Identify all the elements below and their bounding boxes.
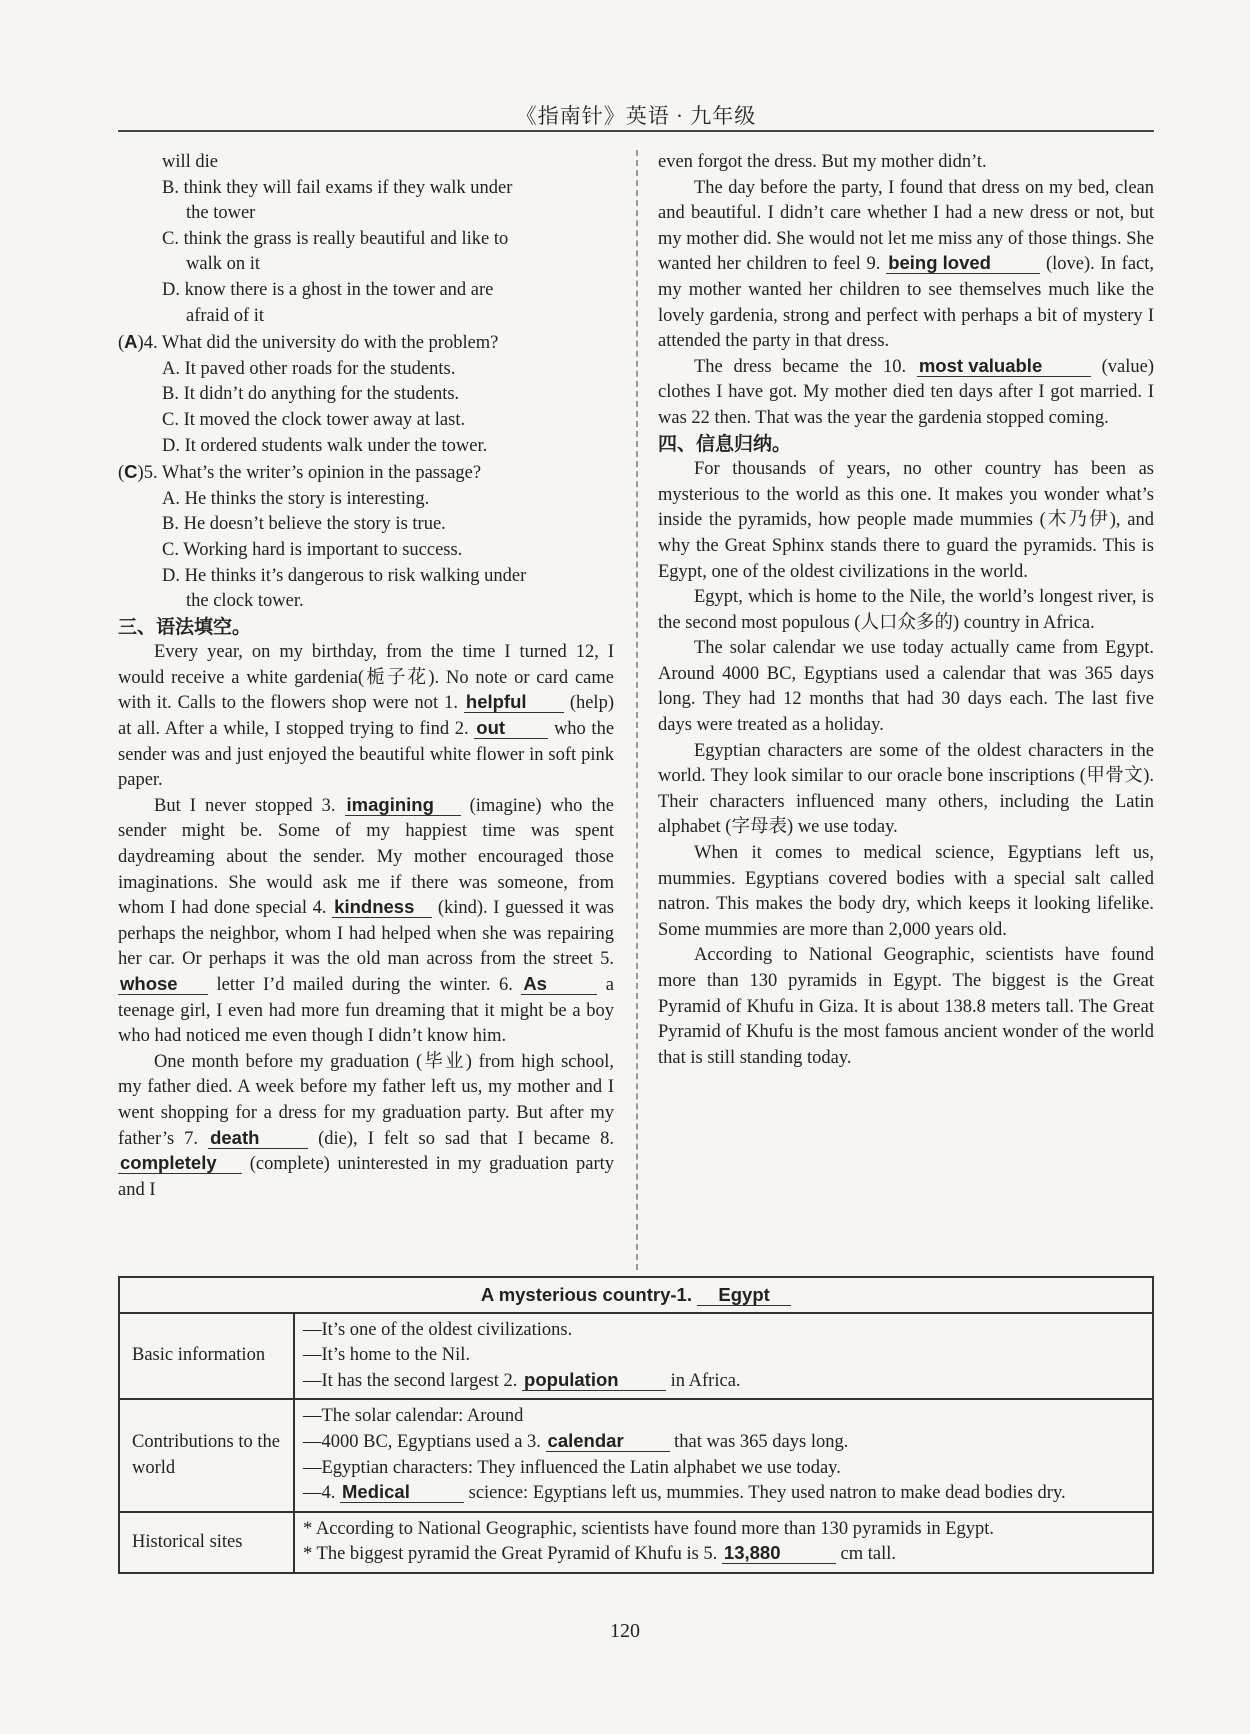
p4-text-b: (love). In fact, my mother wanted her children to see themselves much like the lovely gardenia, strong and perfect with perhaps a bit of mystery I attended the party in that dress. <box>658 254 1155 352</box>
answer-1: helpful <box>464 692 564 713</box>
q3-option-c-line1: C. think the grass is really beautiful and like to <box>162 228 509 249</box>
q4-option-c: C. It moved the clock tower away at last. <box>162 409 466 430</box>
contrib-line-3: —Egyptian characters: They influenced the Latin alphabet we use today. <box>303 1457 841 1478</box>
answer-8: completely <box>118 1153 242 1174</box>
header-rule <box>118 130 1154 132</box>
passage-paragraph-5 <box>658 355 1154 432</box>
q4-text: )4. What did the university do with the problem? <box>137 333 499 354</box>
q3-option-d-line2: afraid of it <box>186 305 265 326</box>
column-divider <box>636 150 638 1270</box>
table-answer-5: 13,880 <box>722 1543 836 1564</box>
page-number: 120 <box>610 1620 640 1642</box>
egypt-paragraph-4: Egyptian characters are some of the oldest characters in the world. They look similar to our oracle bone inscriptions (甲骨文). Their characters influenced many others, including the Latin alphabet (字母表) we use today. <box>658 740 1154 838</box>
q4-answer: A <box>124 331 138 353</box>
page-header: 《指南针》英语 · 九年级 <box>515 104 757 128</box>
q5-option-c: C. Working hard is important to success. <box>162 539 463 560</box>
p5-text-b: (value) clothes I have got. My mother died ten days after I got married. I was 22 then. That was the year the gardenia stopped coming. <box>658 356 1155 428</box>
p1-text-a: Every year, on my birthday, from the time I turned 12, I would receive a white gardenia(栀子花). No note or card came with it. Calls to the flowers shop were not 1. <box>118 642 614 714</box>
answer-6: As <box>521 974 597 995</box>
p2-text-b: (imagine) who the sender might be. Some of my happiest time was spent daydreaming about the sender. My mother encouraged those imaginations. She would ask me if there was someone, from whom I had done special 4. <box>118 795 615 919</box>
table-row <box>119 1399 1153 1511</box>
row-content-basic <box>294 1313 1153 1400</box>
row-content-historical <box>294 1512 1153 1573</box>
basic-line-3 <box>303 1369 1144 1395</box>
q5-option-b: B. He doesn’t believe the story is true. <box>162 514 446 535</box>
q3-option-c-line2: walk on it <box>186 254 260 275</box>
p3-text-c: (complete) uninterested in my graduation party and I <box>118 1154 614 1200</box>
table-answer-1: Egypt <box>697 1285 791 1306</box>
contrib-line-1: —The solar calendar: Around <box>303 1406 524 1427</box>
q5-paren: ( <box>118 463 125 484</box>
contrib-line-4 <box>303 1481 1144 1507</box>
q5-option-d <box>118 564 614 615</box>
table-title-row <box>119 1277 1153 1313</box>
answer-10: most valuable <box>917 356 1091 377</box>
historical-line-1: * According to National Geographic, scientists have found more than 130 pyramids in Egypt. <box>303 1518 995 1539</box>
section-3-heading: 三、语法填空。 <box>118 615 252 638</box>
contrib-line-2-b: that was 365 days long. <box>674 1431 849 1452</box>
p5-text-a: The dress became the 10. <box>694 356 907 377</box>
historical-line-2-a: * The biggest pyramid the Great Pyramid of Khufu is 5. <box>303 1544 718 1565</box>
q4-paren: ( <box>118 333 125 354</box>
answer-4: kindness <box>332 897 432 918</box>
p2-text-e: a teenage girl, I even had more fun dreaming that it might be a boy who had noticed me even though I didn’t know him. <box>118 975 614 1047</box>
egypt-paragraph-1: For thousands of years, no other country has been as mysterious to the world as this one. It makes you wonder what’s inside the pyramids, how people made mummies (木乃伊), and why the Great Sphinx stands there to guard the pyramids. This is Egypt, one of the oldest civilizations in the world. <box>658 459 1154 582</box>
contrib-line-4-b: science: Egyptians left us, mummies. They used natron to make dead bodies dry. <box>468 1483 1066 1504</box>
basic-line-1: —It’s one of the oldest civilizations. <box>303 1319 573 1340</box>
q3-option-b <box>118 176 614 227</box>
row-content-contributions <box>294 1399 1153 1511</box>
q5-answer: C <box>124 461 138 483</box>
table-row <box>119 1512 1153 1573</box>
historical-line-2-b: cm tall. <box>840 1544 897 1565</box>
p4-text-a: The day before the party, I found that dress on my bed, clean and beautiful. I didn’t care whether I had a new dress or not, but my mother did. She would not let me miss any of those things. She wanted her children to feel 9. <box>658 177 1154 275</box>
p3-text-a: One month before my graduation (毕业) from high school, my father died. A week before my father left us, my mother and I went shopping for a dress for my graduation party. But after my father’s 7. <box>118 1051 614 1149</box>
p2-text-c: (kind). I guessed it was perhaps the neighbor, whom I had helped when she was repairing her car. Or perhaps it was the old man across from the street 5. <box>118 898 614 970</box>
p1-text-b: (help) at all. After a while, I stopped trying to find 2. <box>118 693 614 740</box>
table-answer-2: population <box>522 1370 666 1391</box>
answer-9: being loved <box>886 253 1040 274</box>
q3-option-cont: will die <box>162 152 219 172</box>
q5-stem <box>118 459 614 487</box>
row-label-contributions: Contributions to the world <box>119 1399 294 1511</box>
table-answer-4: Medical <box>340 1482 464 1503</box>
q3-option-b-line1: B. think they will fail exams if they walk under <box>162 177 513 198</box>
p1-text-c: who the sender was and just enjoyed the beautiful white flower in soft pink paper. <box>118 719 615 791</box>
egypt-paragraph-2: Egypt, which is home to the Nile, the world’s longest river, is the second most populous (人口众多的) country in Africa. <box>658 587 1154 633</box>
basic-line-3-a: —It has the second largest 2. <box>303 1370 518 1391</box>
passage-paragraph-2 <box>118 794 614 1050</box>
q3-option-b-line2: the tower <box>186 203 256 224</box>
q5-option-d-line1: D. He thinks it’s dangerous to risk walking under <box>162 565 527 586</box>
p2-text-d: letter I’d mailed during the winter. 6. <box>216 975 513 995</box>
egypt-paragraph-6: According to National Geographic, scientists have found more than 130 pyramids in Egypt. The biggest is the Great Pyramid of Khufu in Giza. It is about 138.8 meters tall. The Great Pyramid of Khufu is the most famous ancient wonder of the world that is still standing today. <box>658 945 1154 1068</box>
answer-3: imagining <box>345 795 461 816</box>
passage-continuation: even forgot the dress. But my mother didn’t. <box>658 152 987 172</box>
p2-text-a: But I never stopped 3. <box>154 795 336 816</box>
egypt-paragraph-5: When it comes to medical science, Egyptians left us, mummies. Egyptians covered bodies with a special salt called natron. This makes the body dry, which keeps it looking lifelike. Some mummies are more than 2,000 years old. <box>658 843 1154 940</box>
q3-option-c <box>118 227 614 278</box>
q4-option-a: A. It paved other roads for the students. <box>162 358 456 379</box>
q4-option-d: D. It ordered students walk under the tower. <box>162 435 488 456</box>
q5-text: )5. What’s the writer’s opinion in the passage? <box>137 463 482 484</box>
q5-option-d-line2: the clock tower. <box>186 591 304 612</box>
q5-option-a: A. He thinks the story is interesting. <box>162 488 430 509</box>
passage-paragraph-4 <box>658 176 1154 355</box>
table-answer-3: calendar <box>546 1431 670 1452</box>
answer-5: whose <box>118 974 208 995</box>
contrib-line-2-a: —4000 BC, Egyptians used a 3. <box>303 1431 541 1452</box>
passage-paragraph-1 <box>118 640 614 794</box>
section-4-heading: 四、信息归纳。 <box>658 432 792 455</box>
basic-line-2: —It’s home to the Nil. <box>303 1345 470 1366</box>
contrib-line-2 <box>303 1430 1144 1456</box>
q3-option-d-line1: D. know there is a ghost in the tower and are <box>162 279 494 300</box>
answer-2: out <box>474 718 548 739</box>
p3-text-b: (die), I felt so sad that I became 8. <box>318 1128 615 1149</box>
q4-stem <box>118 329 614 357</box>
table-title: A mysterious country-1. <box>480 1284 692 1305</box>
historical-line-2 <box>303 1542 1144 1568</box>
summary-table <box>118 1276 1154 1574</box>
basic-line-3-b: in Africa. <box>670 1370 741 1391</box>
row-label-historical: Historical sites <box>119 1512 294 1573</box>
right-column <box>658 150 1154 1071</box>
passage-paragraph-3 <box>118 1050 614 1204</box>
egypt-paragraph-3: The solar calendar we use today actually came from Egypt. Around 4000 BC, Egyptians used a calendar that was 365 days long. They had 12 months that had 30 days each. The last five days were treated as a holiday. <box>658 638 1154 736</box>
q3-option-d <box>118 278 614 329</box>
row-label-basic: Basic information <box>119 1313 294 1400</box>
table-row <box>119 1313 1153 1400</box>
contrib-line-4-a: —4. <box>303 1483 336 1504</box>
answer-7: death <box>208 1128 308 1149</box>
q4-option-b: B. It didn’t do anything for the students. <box>162 384 460 405</box>
left-column <box>118 150 614 1203</box>
table-title-cell <box>119 1277 1153 1313</box>
